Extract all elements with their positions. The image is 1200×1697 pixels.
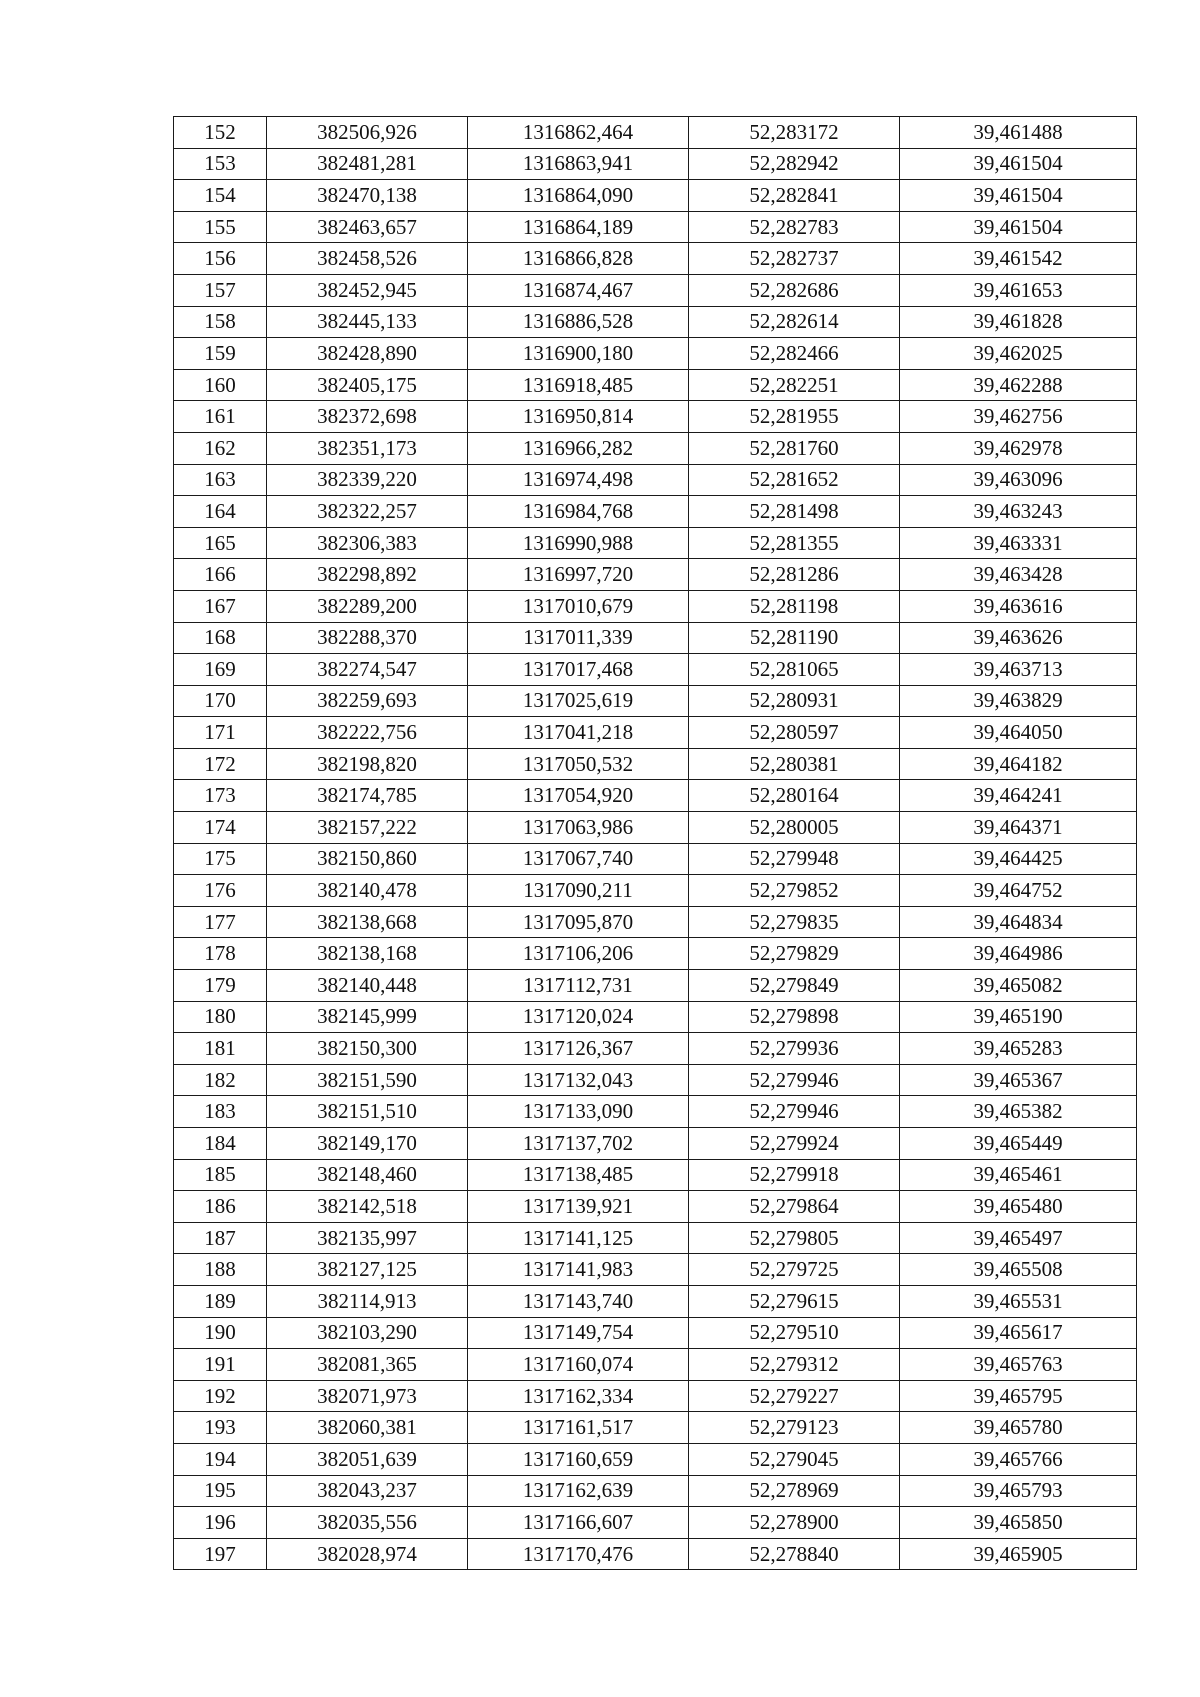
- table-row: [174, 654, 1137, 686]
- table-row: [174, 1475, 1137, 1507]
- x-coordinate-cell: 382148,460: [267, 1159, 468, 1191]
- x-coordinate-cell: 382140,478: [267, 875, 468, 907]
- point-number-cell: 174: [174, 812, 267, 844]
- longitude-cell: 39,462025: [900, 338, 1137, 370]
- table-row: [174, 496, 1137, 528]
- latitude-cell: 52,281955: [689, 401, 900, 433]
- latitude-cell: 52,279918: [689, 1159, 900, 1191]
- x-coordinate-cell: 382306,383: [267, 527, 468, 559]
- point-number-cell: 165: [174, 527, 267, 559]
- x-coordinate-cell: 382151,590: [267, 1064, 468, 1096]
- table-row: [174, 401, 1137, 433]
- point-number-cell: 197: [174, 1538, 267, 1570]
- y-coordinate-cell: 1317137,702: [468, 1128, 689, 1160]
- point-number-cell: 194: [174, 1443, 267, 1475]
- point-number-cell: 168: [174, 622, 267, 654]
- latitude-cell: 52,281652: [689, 464, 900, 496]
- x-coordinate-cell: 382259,693: [267, 685, 468, 717]
- table-row: [174, 1507, 1137, 1539]
- y-coordinate-cell: 1317138,485: [468, 1159, 689, 1191]
- longitude-cell: 39,464182: [900, 748, 1137, 780]
- y-coordinate-cell: 1316974,498: [468, 464, 689, 496]
- table-row: [174, 717, 1137, 749]
- longitude-cell: 39,465367: [900, 1064, 1137, 1096]
- longitude-cell: 39,465082: [900, 970, 1137, 1002]
- point-number-cell: 181: [174, 1033, 267, 1065]
- x-coordinate-cell: 382138,168: [267, 938, 468, 970]
- x-coordinate-cell: 382157,222: [267, 812, 468, 844]
- latitude-cell: 52,279312: [689, 1349, 900, 1381]
- x-coordinate-cell: 382138,668: [267, 906, 468, 938]
- longitude-cell: 39,461542: [900, 243, 1137, 275]
- table-row: [174, 180, 1137, 212]
- latitude-cell: 52,280005: [689, 812, 900, 844]
- y-coordinate-cell: 1317010,679: [468, 590, 689, 622]
- table-row: [174, 148, 1137, 180]
- latitude-cell: 52,279864: [689, 1191, 900, 1223]
- longitude-cell: 39,463713: [900, 654, 1137, 686]
- y-coordinate-cell: 1317149,754: [468, 1317, 689, 1349]
- latitude-cell: 52,282686: [689, 274, 900, 306]
- longitude-cell: 39,461488: [900, 117, 1137, 149]
- table-row: [174, 812, 1137, 844]
- point-number-cell: 163: [174, 464, 267, 496]
- y-coordinate-cell: 1317162,334: [468, 1380, 689, 1412]
- table-row: [174, 1285, 1137, 1317]
- x-coordinate-cell: 382463,657: [267, 211, 468, 243]
- table-row: [174, 748, 1137, 780]
- coordinates-table: [173, 116, 1137, 1570]
- table-row: [174, 1064, 1137, 1096]
- y-coordinate-cell: 1316886,528: [468, 306, 689, 338]
- table-row: [174, 938, 1137, 970]
- y-coordinate-cell: 1317112,731: [468, 970, 689, 1002]
- x-coordinate-cell: 382140,448: [267, 970, 468, 1002]
- x-coordinate-cell: 382452,945: [267, 274, 468, 306]
- latitude-cell: 52,278969: [689, 1475, 900, 1507]
- latitude-cell: 52,281498: [689, 496, 900, 528]
- x-coordinate-cell: 382288,370: [267, 622, 468, 654]
- point-number-cell: 173: [174, 780, 267, 812]
- longitude-cell: 39,464050: [900, 717, 1137, 749]
- longitude-cell: 39,461653: [900, 274, 1137, 306]
- point-number-cell: 195: [174, 1475, 267, 1507]
- y-coordinate-cell: 1316866,828: [468, 243, 689, 275]
- point-number-cell: 183: [174, 1096, 267, 1128]
- y-coordinate-cell: 1317011,339: [468, 622, 689, 654]
- table-row: [174, 1191, 1137, 1223]
- latitude-cell: 52,281198: [689, 590, 900, 622]
- x-coordinate-cell: 382028,974: [267, 1538, 468, 1570]
- x-coordinate-cell: 382060,381: [267, 1412, 468, 1444]
- x-coordinate-cell: 382428,890: [267, 338, 468, 370]
- x-coordinate-cell: 382481,281: [267, 148, 468, 180]
- x-coordinate-cell: 382458,526: [267, 243, 468, 275]
- latitude-cell: 52,282737: [689, 243, 900, 275]
- y-coordinate-cell: 1317141,983: [468, 1254, 689, 1286]
- y-coordinate-cell: 1316863,941: [468, 148, 689, 180]
- point-number-cell: 184: [174, 1128, 267, 1160]
- table-row: [174, 970, 1137, 1002]
- y-coordinate-cell: 1316862,464: [468, 117, 689, 149]
- table-row: [174, 1443, 1137, 1475]
- point-number-cell: 153: [174, 148, 267, 180]
- table-row: [174, 1033, 1137, 1065]
- point-number-cell: 193: [174, 1412, 267, 1444]
- point-number-cell: 180: [174, 1001, 267, 1033]
- longitude-cell: 39,465793: [900, 1475, 1137, 1507]
- point-number-cell: 177: [174, 906, 267, 938]
- x-coordinate-cell: 382035,556: [267, 1507, 468, 1539]
- x-coordinate-cell: 382114,913: [267, 1285, 468, 1317]
- latitude-cell: 52,279936: [689, 1033, 900, 1065]
- x-coordinate-cell: 382103,290: [267, 1317, 468, 1349]
- latitude-cell: 52,281355: [689, 527, 900, 559]
- point-number-cell: 169: [174, 654, 267, 686]
- y-coordinate-cell: 1316990,988: [468, 527, 689, 559]
- point-number-cell: 156: [174, 243, 267, 275]
- x-coordinate-cell: 382470,138: [267, 180, 468, 212]
- x-coordinate-cell: 382174,785: [267, 780, 468, 812]
- point-number-cell: 166: [174, 559, 267, 591]
- point-number-cell: 164: [174, 496, 267, 528]
- latitude-cell: 52,279725: [689, 1254, 900, 1286]
- longitude-cell: 39,461504: [900, 148, 1137, 180]
- point-number-cell: 154: [174, 180, 267, 212]
- table-row: [174, 464, 1137, 496]
- y-coordinate-cell: 1317106,206: [468, 938, 689, 970]
- point-number-cell: 167: [174, 590, 267, 622]
- x-coordinate-cell: 382405,175: [267, 369, 468, 401]
- longitude-cell: 39,464834: [900, 906, 1137, 938]
- latitude-cell: 52,279948: [689, 843, 900, 875]
- point-number-cell: 191: [174, 1349, 267, 1381]
- latitude-cell: 52,278900: [689, 1507, 900, 1539]
- longitude-cell: 39,464986: [900, 938, 1137, 970]
- longitude-cell: 39,465531: [900, 1285, 1137, 1317]
- point-number-cell: 196: [174, 1507, 267, 1539]
- longitude-cell: 39,465382: [900, 1096, 1137, 1128]
- x-coordinate-cell: 382322,257: [267, 496, 468, 528]
- y-coordinate-cell: 1317120,024: [468, 1001, 689, 1033]
- latitude-cell: 52,279805: [689, 1222, 900, 1254]
- x-coordinate-cell: 382445,133: [267, 306, 468, 338]
- coordinates-table-body: [174, 117, 1137, 1570]
- longitude-cell: 39,463243: [900, 496, 1137, 528]
- x-coordinate-cell: 382150,860: [267, 843, 468, 875]
- y-coordinate-cell: 1317143,740: [468, 1285, 689, 1317]
- longitude-cell: 39,465283: [900, 1033, 1137, 1065]
- x-coordinate-cell: 382071,973: [267, 1380, 468, 1412]
- longitude-cell: 39,465850: [900, 1507, 1137, 1539]
- y-coordinate-cell: 1317132,043: [468, 1064, 689, 1096]
- y-coordinate-cell: 1316864,189: [468, 211, 689, 243]
- table-row: [174, 685, 1137, 717]
- table-row: [174, 1380, 1137, 1412]
- y-coordinate-cell: 1317141,125: [468, 1222, 689, 1254]
- longitude-cell: 39,464371: [900, 812, 1137, 844]
- x-coordinate-cell: 382274,547: [267, 654, 468, 686]
- x-coordinate-cell: 382506,926: [267, 117, 468, 149]
- point-number-cell: 190: [174, 1317, 267, 1349]
- point-number-cell: 175: [174, 843, 267, 875]
- y-coordinate-cell: 1317067,740: [468, 843, 689, 875]
- y-coordinate-cell: 1317050,532: [468, 748, 689, 780]
- latitude-cell: 52,279946: [689, 1096, 900, 1128]
- longitude-cell: 39,463096: [900, 464, 1137, 496]
- y-coordinate-cell: 1316874,467: [468, 274, 689, 306]
- point-number-cell: 189: [174, 1285, 267, 1317]
- point-number-cell: 178: [174, 938, 267, 970]
- latitude-cell: 52,279829: [689, 938, 900, 970]
- x-coordinate-cell: 382222,756: [267, 717, 468, 749]
- table-row: [174, 369, 1137, 401]
- point-number-cell: 155: [174, 211, 267, 243]
- y-coordinate-cell: 1317166,607: [468, 1507, 689, 1539]
- table-row: [174, 590, 1137, 622]
- table-row: [174, 211, 1137, 243]
- point-number-cell: 172: [174, 748, 267, 780]
- longitude-cell: 39,465497: [900, 1222, 1137, 1254]
- y-coordinate-cell: 1317133,090: [468, 1096, 689, 1128]
- longitude-cell: 39,465780: [900, 1412, 1137, 1444]
- longitude-cell: 39,463331: [900, 527, 1137, 559]
- longitude-cell: 39,465763: [900, 1349, 1137, 1381]
- table-row: [174, 1222, 1137, 1254]
- point-number-cell: 161: [174, 401, 267, 433]
- latitude-cell: 52,279510: [689, 1317, 900, 1349]
- point-number-cell: 160: [174, 369, 267, 401]
- x-coordinate-cell: 382372,698: [267, 401, 468, 433]
- table-row: [174, 1096, 1137, 1128]
- latitude-cell: 52,279849: [689, 970, 900, 1002]
- latitude-cell: 52,280931: [689, 685, 900, 717]
- table-row: [174, 338, 1137, 370]
- table-row: [174, 1349, 1137, 1381]
- x-coordinate-cell: 382150,300: [267, 1033, 468, 1065]
- y-coordinate-cell: 1317090,211: [468, 875, 689, 907]
- x-coordinate-cell: 382145,999: [267, 1001, 468, 1033]
- x-coordinate-cell: 382142,518: [267, 1191, 468, 1223]
- x-coordinate-cell: 382298,892: [267, 559, 468, 591]
- latitude-cell: 52,282251: [689, 369, 900, 401]
- y-coordinate-cell: 1317126,367: [468, 1033, 689, 1065]
- point-number-cell: 192: [174, 1380, 267, 1412]
- latitude-cell: 52,278840: [689, 1538, 900, 1570]
- longitude-cell: 39,462756: [900, 401, 1137, 433]
- latitude-cell: 52,281065: [689, 654, 900, 686]
- x-coordinate-cell: 382135,997: [267, 1222, 468, 1254]
- y-coordinate-cell: 1317160,074: [468, 1349, 689, 1381]
- x-coordinate-cell: 382351,173: [267, 432, 468, 464]
- longitude-cell: 39,464752: [900, 875, 1137, 907]
- y-coordinate-cell: 1316984,768: [468, 496, 689, 528]
- longitude-cell: 39,465190: [900, 1001, 1137, 1033]
- longitude-cell: 39,465795: [900, 1380, 1137, 1412]
- x-coordinate-cell: 382127,125: [267, 1254, 468, 1286]
- y-coordinate-cell: 1316900,180: [468, 338, 689, 370]
- point-number-cell: 188: [174, 1254, 267, 1286]
- y-coordinate-cell: 1317139,921: [468, 1191, 689, 1223]
- latitude-cell: 52,281760: [689, 432, 900, 464]
- y-coordinate-cell: 1317054,920: [468, 780, 689, 812]
- y-coordinate-cell: 1317160,659: [468, 1443, 689, 1475]
- longitude-cell: 39,463616: [900, 590, 1137, 622]
- table-row: [174, 432, 1137, 464]
- latitude-cell: 52,279835: [689, 906, 900, 938]
- latitude-cell: 52,280597: [689, 717, 900, 749]
- x-coordinate-cell: 382149,170: [267, 1128, 468, 1160]
- longitude-cell: 39,465766: [900, 1443, 1137, 1475]
- table-row: [174, 843, 1137, 875]
- latitude-cell: 52,279946: [689, 1064, 900, 1096]
- point-number-cell: 170: [174, 685, 267, 717]
- table-row: [174, 875, 1137, 907]
- y-coordinate-cell: 1316966,282: [468, 432, 689, 464]
- point-number-cell: 162: [174, 432, 267, 464]
- point-number-cell: 187: [174, 1222, 267, 1254]
- x-coordinate-cell: 382198,820: [267, 748, 468, 780]
- longitude-cell: 39,461504: [900, 211, 1137, 243]
- table-row: [174, 243, 1137, 275]
- y-coordinate-cell: 1316950,814: [468, 401, 689, 433]
- longitude-cell: 39,464241: [900, 780, 1137, 812]
- point-number-cell: 152: [174, 117, 267, 149]
- longitude-cell: 39,465461: [900, 1159, 1137, 1191]
- longitude-cell: 39,465508: [900, 1254, 1137, 1286]
- longitude-cell: 39,463428: [900, 559, 1137, 591]
- table-row: [174, 1317, 1137, 1349]
- y-coordinate-cell: 1317170,476: [468, 1538, 689, 1570]
- latitude-cell: 52,282614: [689, 306, 900, 338]
- y-coordinate-cell: 1316864,090: [468, 180, 689, 212]
- latitude-cell: 52,283172: [689, 117, 900, 149]
- longitude-cell: 39,465617: [900, 1317, 1137, 1349]
- point-number-cell: 157: [174, 274, 267, 306]
- latitude-cell: 52,279227: [689, 1380, 900, 1412]
- table-row: [174, 1538, 1137, 1570]
- table-row: [174, 1001, 1137, 1033]
- y-coordinate-cell: 1317095,870: [468, 906, 689, 938]
- latitude-cell: 52,282783: [689, 211, 900, 243]
- table-row: [174, 559, 1137, 591]
- table-row: [174, 527, 1137, 559]
- point-number-cell: 158: [174, 306, 267, 338]
- x-coordinate-cell: 382051,639: [267, 1443, 468, 1475]
- table-row: [174, 274, 1137, 306]
- y-coordinate-cell: 1316918,485: [468, 369, 689, 401]
- longitude-cell: 39,463626: [900, 622, 1137, 654]
- table-row: [174, 622, 1137, 654]
- y-coordinate-cell: 1317025,619: [468, 685, 689, 717]
- table-row: [174, 117, 1137, 149]
- x-coordinate-cell: 382339,220: [267, 464, 468, 496]
- latitude-cell: 52,281286: [689, 559, 900, 591]
- latitude-cell: 52,279924: [689, 1128, 900, 1160]
- table-row: [174, 906, 1137, 938]
- longitude-cell: 39,465449: [900, 1128, 1137, 1160]
- x-coordinate-cell: 382043,237: [267, 1475, 468, 1507]
- table-row: [174, 1254, 1137, 1286]
- table-row: [174, 1128, 1137, 1160]
- latitude-cell: 52,280164: [689, 780, 900, 812]
- y-coordinate-cell: 1317041,218: [468, 717, 689, 749]
- longitude-cell: 39,462288: [900, 369, 1137, 401]
- latitude-cell: 52,279045: [689, 1443, 900, 1475]
- latitude-cell: 52,282841: [689, 180, 900, 212]
- table-row: [174, 1412, 1137, 1444]
- y-coordinate-cell: 1317063,986: [468, 812, 689, 844]
- x-coordinate-cell: 382081,365: [267, 1349, 468, 1381]
- longitude-cell: 39,461828: [900, 306, 1137, 338]
- y-coordinate-cell: 1317161,517: [468, 1412, 689, 1444]
- latitude-cell: 52,279898: [689, 1001, 900, 1033]
- y-coordinate-cell: 1317017,468: [468, 654, 689, 686]
- latitude-cell: 52,281190: [689, 622, 900, 654]
- point-number-cell: 186: [174, 1191, 267, 1223]
- latitude-cell: 52,280381: [689, 748, 900, 780]
- point-number-cell: 159: [174, 338, 267, 370]
- y-coordinate-cell: 1316997,720: [468, 559, 689, 591]
- point-number-cell: 176: [174, 875, 267, 907]
- longitude-cell: 39,464425: [900, 843, 1137, 875]
- x-coordinate-cell: 382289,200: [267, 590, 468, 622]
- x-coordinate-cell: 382151,510: [267, 1096, 468, 1128]
- point-number-cell: 185: [174, 1159, 267, 1191]
- latitude-cell: 52,279615: [689, 1285, 900, 1317]
- y-coordinate-cell: 1317162,639: [468, 1475, 689, 1507]
- longitude-cell: 39,461504: [900, 180, 1137, 212]
- table-row: [174, 306, 1137, 338]
- latitude-cell: 52,282942: [689, 148, 900, 180]
- point-number-cell: 182: [174, 1064, 267, 1096]
- longitude-cell: 39,465905: [900, 1538, 1137, 1570]
- point-number-cell: 179: [174, 970, 267, 1002]
- latitude-cell: 52,279123: [689, 1412, 900, 1444]
- longitude-cell: 39,465480: [900, 1191, 1137, 1223]
- point-number-cell: 171: [174, 717, 267, 749]
- table-row: [174, 780, 1137, 812]
- latitude-cell: 52,282466: [689, 338, 900, 370]
- table-row: [174, 1159, 1137, 1191]
- longitude-cell: 39,463829: [900, 685, 1137, 717]
- longitude-cell: 39,462978: [900, 432, 1137, 464]
- latitude-cell: 52,279852: [689, 875, 900, 907]
